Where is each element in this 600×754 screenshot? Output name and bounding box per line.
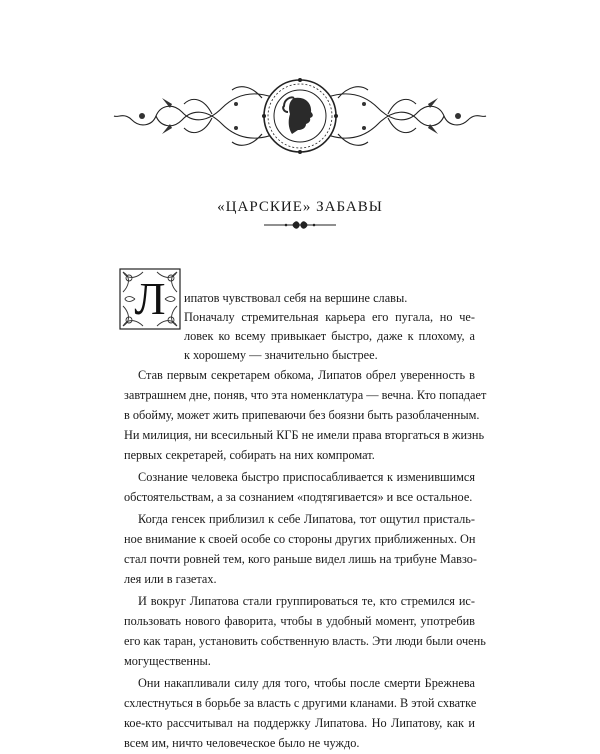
text-line: Они накапливали силу для того, чтобы после смерти Брежнева (138, 675, 475, 690)
text-line: Став первым секретарем обкома, Липатов обрел уверенность в (138, 368, 475, 382)
text-line: пользовать нового фаворита, чтобы в удобный момент, употребив (124, 613, 475, 628)
text-line: могущественны. (124, 654, 211, 669)
text-line: стал почти ровней тем, кого раньше видел лишь на трибуне Мавзо- (124, 552, 478, 566)
text-line: И вокруг Липатова стали группироваться те, кто стремился ис- (138, 593, 475, 608)
text-line: его как таран, установить собственную власть. Эти люди были очень (124, 633, 486, 648)
text-line: ловек ко всему привыкает быстро, даже к плохому, а (184, 329, 475, 343)
text-line: кое-кто рассчитывал на поддержку Липатова. Но Липатову, как и (124, 715, 475, 730)
text-line: всем им, ничто человеческое было не чуждо. (124, 736, 360, 750)
text-line: первых секретарей, собирать на них компромат. (124, 448, 375, 463)
text-line: в обойму, может жить припеваючи без боязни быть разоблаченным. (124, 408, 480, 423)
text-line: Когда генсек приблизил к себе Липатова, тот ощутил присталь- (138, 511, 475, 526)
text-line: лея или в газетах. (124, 572, 217, 587)
text-line: Сознание человека быстро приспосабливается к изменившимся (138, 470, 475, 485)
drop-cap-letter: Л (134, 273, 166, 324)
text-line: завтрашнем дне, поняв, что эта номенклатура — вечна. Кто попадает (124, 388, 487, 403)
text-line: к хорошему — значительно быстрее. (184, 348, 378, 362)
text-line: Ни милиция, ни всесильный КГБ не имели права вторгаться в жизнь (124, 428, 485, 443)
chapter-title: «ЦАРСКИЕ» ЗАБАВЫ (217, 199, 383, 215)
text-line: ное внимание к своей особе со стороны других приближенных. Он (124, 531, 476, 546)
text-line: обстоятельствам, а за сознанием «подтягивается» и все остальное. (124, 490, 473, 505)
text-line: схлестнуться в борьбе за власть с другими кланами. В этой схватке (124, 695, 477, 710)
text-line: Поначалу стремительная карьера его пугала, но че- (184, 310, 475, 324)
text-line: ипатов чувствовал себя на вершине славы. (184, 291, 408, 305)
